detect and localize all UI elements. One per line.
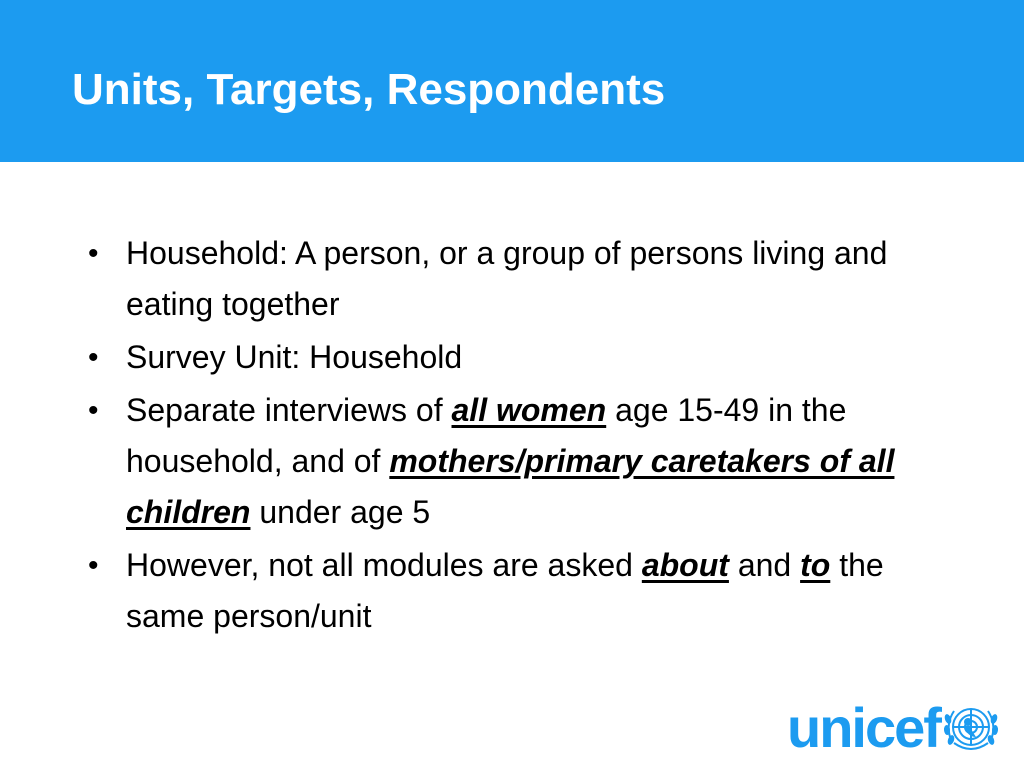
emphasized-text: to [800, 547, 831, 583]
bullet-text: Separate interviews of [126, 392, 452, 428]
emphasized-text: mothers/primary caretakers of all children [126, 443, 895, 530]
logo-wordmark: unicef [787, 696, 940, 759]
bullet-item [126, 540, 926, 642]
bullet-item [126, 332, 926, 383]
unicef-logo [787, 693, 1002, 763]
emphasized-text: about [641, 547, 729, 583]
bullet-text: Household: A person, or a group of persons living and eating together [126, 235, 888, 322]
unicef-emblem-icon [940, 697, 1002, 759]
bullet-text: Survey Unit: Household [126, 339, 463, 375]
slide-title: Units, Targets, Respondents [72, 65, 666, 114]
emphasized-text: all women [451, 392, 607, 428]
bullet-item [126, 385, 926, 538]
bullet-text: the same person/unit [126, 547, 884, 634]
title-bar [0, 0, 1024, 162]
bullet-text: age 15-49 in the household, and of [126, 392, 847, 479]
bullet-text: under age 5 [250, 494, 431, 530]
bullet-text: However, not all modules are asked [126, 547, 642, 583]
bullet-text: and [728, 547, 801, 583]
bullet-list [126, 228, 926, 644]
bullet-item [126, 228, 926, 330]
